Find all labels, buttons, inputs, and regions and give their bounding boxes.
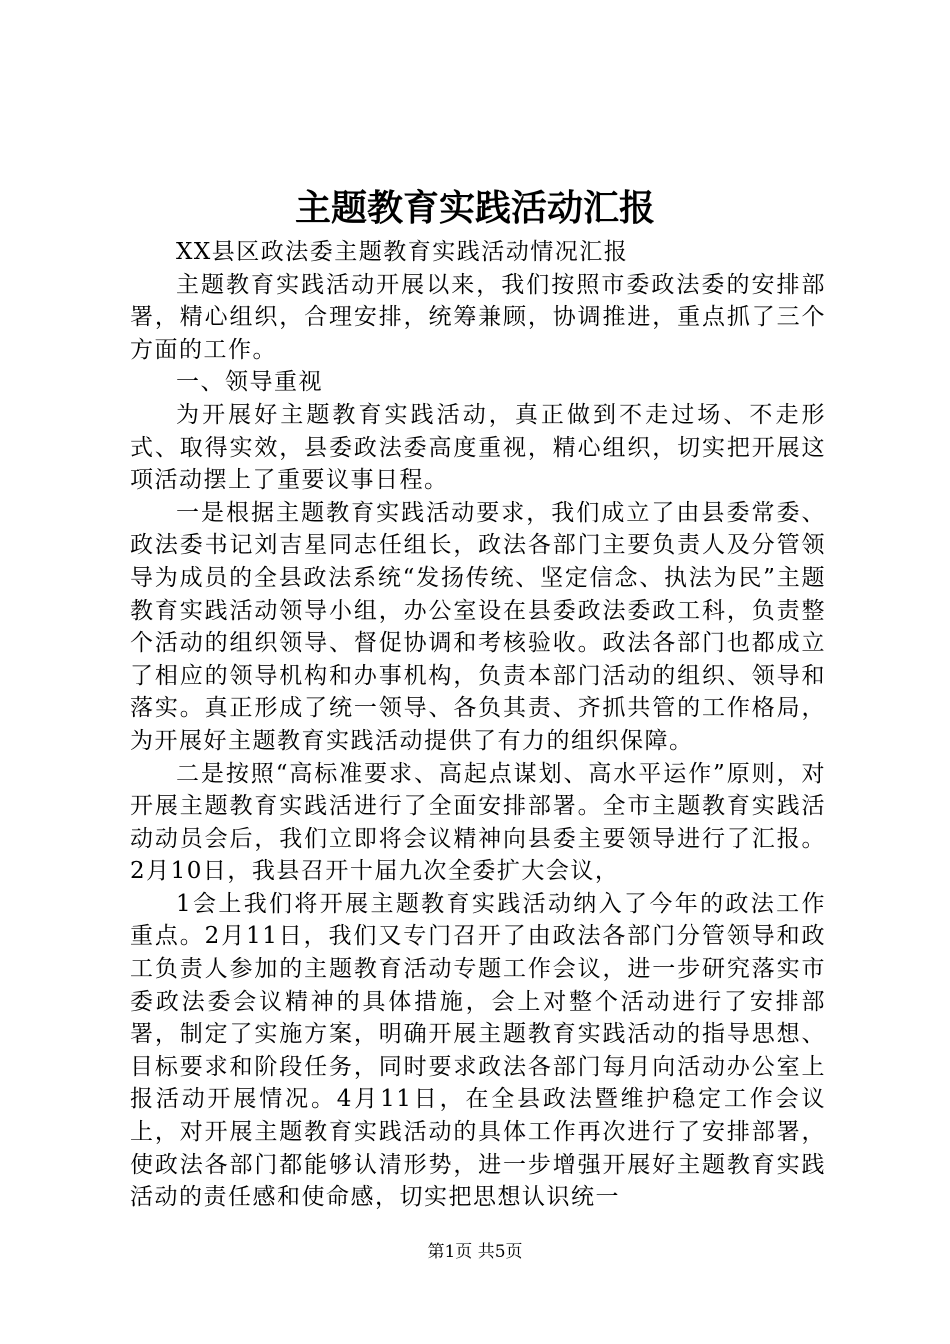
paragraph: 一是根据主题教育实践活动要求，我们成立了由县委常委、政法委书记刘吉星同志任组长，政法各部门主要负责人及分管领导为成员的全县政法系统“发扬传统、坚定信念、执法为民”主题教育实践活动领导小组，办公室设在县委政法委政工科，负责整个活动的组织领导、督促协调和考核验收。政法各部门也都成立了相应的领导机构和办事机构，负责本部门活动的组织、领导和落实。真正形成了统一领导、各负其责、齐抓共管的工作格局，为开展好主题教育实践活动提供了有力的组织保障。 bbox=[130, 499, 826, 754]
page-footer: 第1页 共5页 bbox=[427, 1242, 523, 1262]
document-title: 主题教育实践活动汇报 bbox=[294, 187, 655, 229]
document-body bbox=[130, 236, 826, 1214]
paragraph: 二是按照“高标准要求、高起点谋划、高水平运作”原则，对开展主题教育实践活进行了全面安排部署。全市主题教育实践活动动员会后，我们立即将会议精神向县委主要领导进行了汇报。2月10日，我县召开十届九次全委扩大会议， bbox=[130, 760, 826, 885]
paragraph-subtitle: XX县区政法委主题教育实践活动情况汇报 bbox=[176, 239, 629, 265]
paragraph-intro: 主题教育实践活动开展以来，我们按照市委政法委的安排部署，精心组织，合理安排，统筹兼顾，协调推进，重点抓了三个方面的工作。 bbox=[130, 271, 826, 363]
paragraph: 为开展好主题教育实践活动，真正做到不走过场、不走形式、取得实效，县委政法委高度重视，精心组织，切实把开展这项活动摆上了重要议事日程。 bbox=[130, 401, 826, 494]
section-heading: 一、领导重视 bbox=[176, 369, 323, 396]
paragraph: 1会上我们将开展主题教育实践活动纳入了今年的政法工作重点。2月11日，我们又专门召开了由政法各部门分管领导和政工负责人参加的主题教育活动专题工作会议，进一步研究落实市委政法委会议精神的具体措施，会上对整个活动进行了安排部署，制定了实施方案，明确开展主题教育实践活动的指导思想、目标要求和阶段任务，同时要求政法各部门每月向活动办公室上报活动开展情况。4月11日，在全县政法暨维护稳定工作会议上，对开展主题教育实践活动的具体工作再次进行了安排部署，使政法各部门都能够认清形势，进一步增强开展好主题教育实践活动的责任感和使命感，切实把思想认识统一 bbox=[130, 890, 826, 1211]
